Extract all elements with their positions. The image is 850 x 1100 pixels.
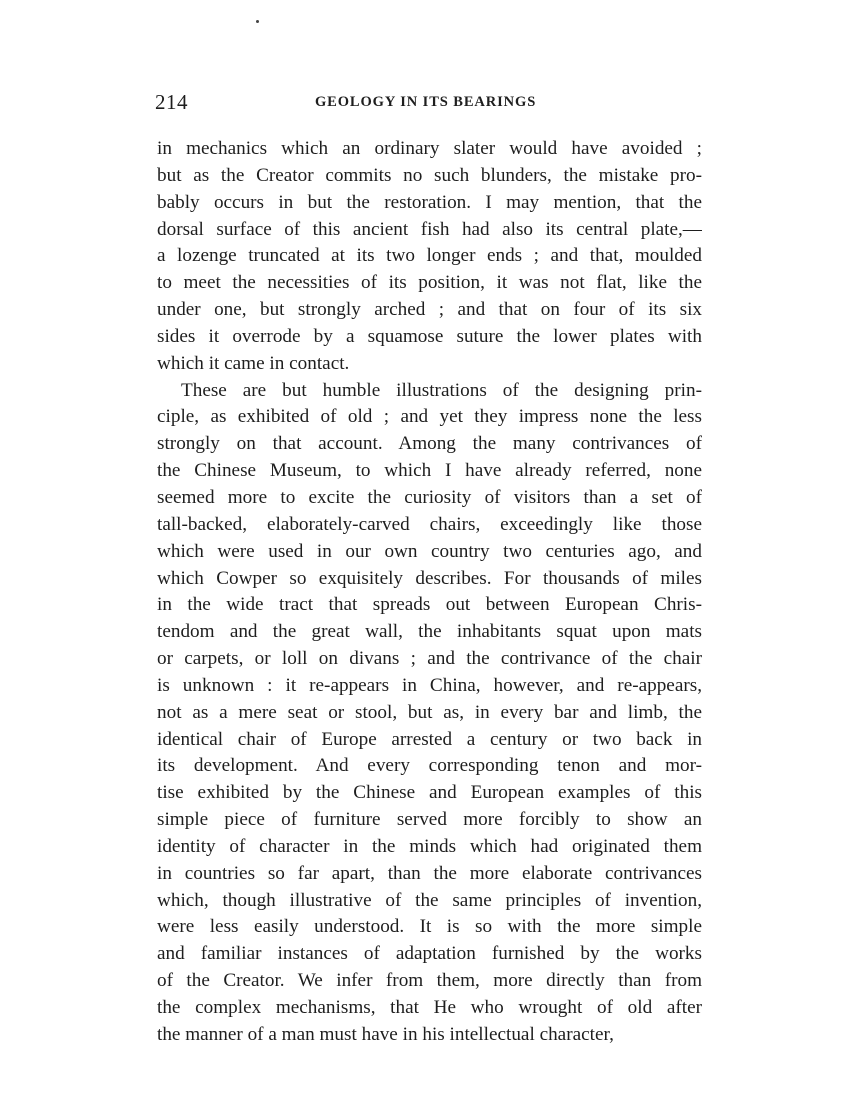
ink-speck <box>256 20 259 23</box>
text-line: its development. And every corresponding tenon and mor- <box>157 755 702 777</box>
text-line: not as a mere seat or stool, but as, in every bar and limb, the <box>157 701 702 723</box>
text-line: but as the Creator commits no such blunders, the mistake pro- <box>157 164 702 186</box>
text-line: These are but humble illustrations of the designing prin- <box>181 379 702 401</box>
text-line: tendom and the great wall, the inhabitants squat upon mats <box>157 621 702 643</box>
text-line: sides it overrode by a squamose suture the lower plates with <box>157 325 702 347</box>
text-line: the Chinese Museum, to which I have already referred, none <box>157 460 702 482</box>
text-line: the manner of a man must have in his intellectual character, <box>157 1023 614 1045</box>
text-line: or carpets, or loll on divans ; and the contrivance of the chair <box>157 648 702 670</box>
text-line: is unknown : it re-appears in China, however, and re-appears, <box>157 674 702 696</box>
paragraph <box>157 378 702 1049</box>
text-line: ciple, as exhibited of old ; and yet they impress none the less <box>157 406 702 428</box>
page-number: 214 <box>155 90 188 114</box>
text-line: simple piece of furniture served more forcibly to show an <box>157 809 702 831</box>
text-line: bably occurs in but the restoration. I may mention, that the <box>157 191 702 213</box>
text-line: were less easily understood. It is so with the more simple <box>157 916 702 938</box>
paragraph <box>157 136 702 378</box>
body-text <box>157 136 702 1049</box>
text-line: in the wide tract that spreads out between European Chris- <box>157 594 702 616</box>
text-line: in mechanics which an ordinary slater would have avoided ; <box>157 138 702 159</box>
text-line: identity of character in the minds which had originated them <box>157 835 702 857</box>
text-line: tise exhibited by the Chinese and European examples of this <box>157 782 702 804</box>
text-line: to meet the necessities of its position, it was not flat, like the <box>157 272 702 294</box>
text-line: in countries so far apart, than the more elaborate contrivances <box>157 862 702 884</box>
text-line: which it came in contact. <box>157 352 350 374</box>
text-line: which, though illustrative of the same principles of invention, <box>157 889 702 911</box>
text-line: and familiar instances of adaptation furnished by the works <box>157 943 702 965</box>
text-line: identical chair of Europe arrested a century or two back in <box>157 728 702 750</box>
running-header <box>155 88 703 116</box>
text-line: which were used in our own country two centuries ago, and <box>157 540 702 562</box>
text-line: dorsal surface of this ancient fish had also its central plate,— <box>157 218 702 240</box>
text-line: under one, but strongly arched ; and that on four of its six <box>157 299 702 321</box>
text-line: tall-backed, elaborately-carved chairs, exceedingly like those <box>157 513 702 535</box>
text-line: seemed more to excite the curiosity of visitors than a set of <box>157 486 702 508</box>
text-line: of the Creator. We infer from them, more directly than from <box>157 970 702 992</box>
text-line: strongly on that account. Among the many contrivances of <box>157 433 702 455</box>
running-title: GEOLOGY IN ITS BEARINGS <box>315 94 537 110</box>
text-line: which Cowper so exquisitely describes. For thousands of miles <box>157 567 702 589</box>
text-line: the complex mechanisms, that He who wrought of old after <box>157 997 702 1018</box>
text-line: a lozenge truncated at its two longer ends ; and that, moulded <box>157 245 702 267</box>
